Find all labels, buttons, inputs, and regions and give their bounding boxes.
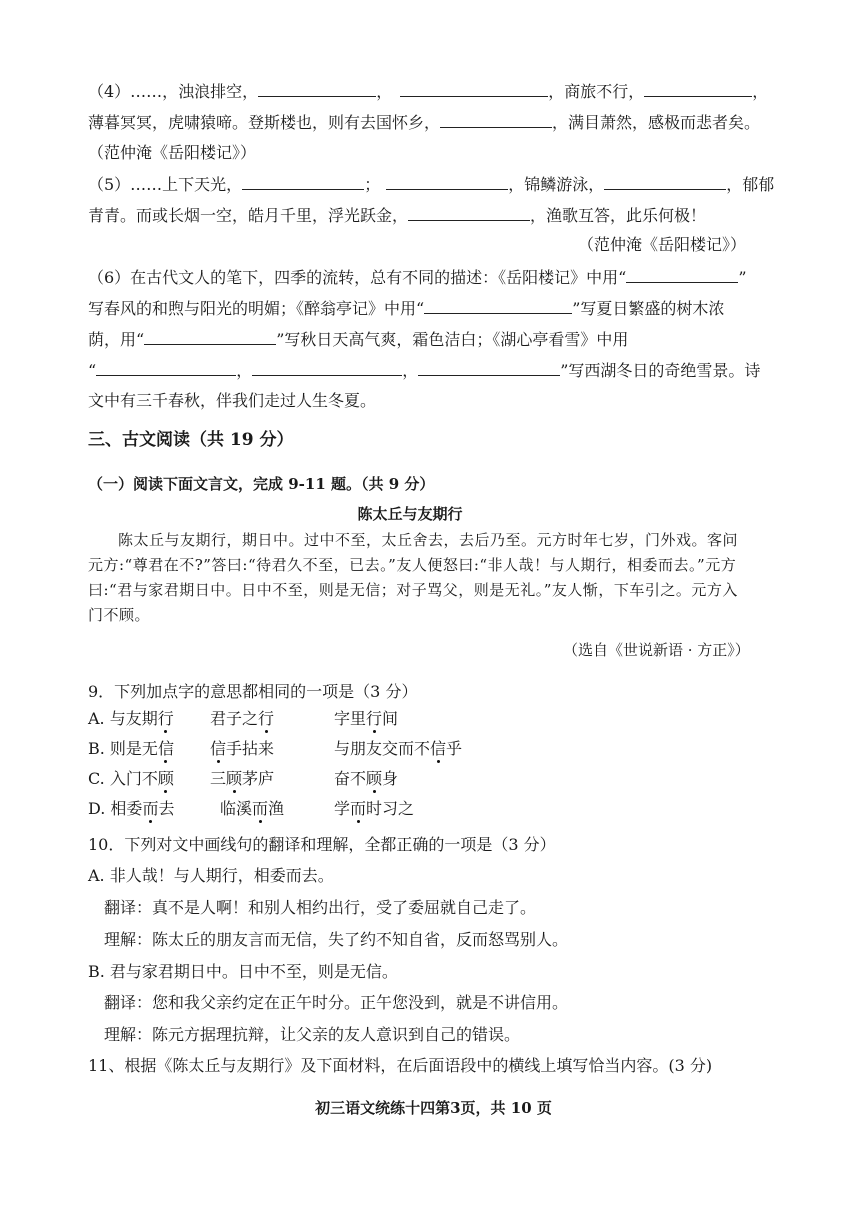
text: 荫，用“ [88, 330, 145, 349]
text: 时习之 [366, 799, 415, 818]
q9-stem: 9．下列加点字的意思都相同的一项是（3 分） [88, 682, 418, 701]
passage-line: 门不顾。 [88, 606, 151, 624]
q8-6-line5: 文中有三千春秋，伴我们走过人生冬夏。 [88, 391, 377, 410]
dotted-char: 而 [142, 799, 159, 818]
answer-blank[interactable] [408, 204, 530, 221]
text: ，满目萧然，感极而悲者矣。 [552, 113, 761, 132]
q8-5-line1 [88, 173, 774, 196]
q8-6-line2 [88, 297, 724, 320]
q8-4-source: （范仲淹《岳阳楼记》） [88, 143, 257, 162]
answer-blank[interactable] [258, 80, 376, 97]
answer-blank[interactable] [400, 80, 548, 97]
text: 临溪 [220, 799, 253, 818]
text: B. 则是无 [88, 739, 158, 758]
text: ； [364, 175, 381, 194]
text: 奋不 [334, 769, 367, 788]
dotted-char: 顾 [157, 769, 174, 788]
dotted-char: 行 [366, 709, 383, 728]
dotted-char: 而 [252, 799, 269, 818]
q9-option-c[interactable] [88, 768, 398, 790]
dotted-char: 信 [210, 739, 227, 758]
text: ，渔歌互答，此乐何极！ [530, 206, 707, 225]
dotted-char: 顾 [366, 769, 383, 788]
text: ， [376, 82, 393, 101]
text: ”写秋日天高气爽，霜色洁白；《湖心亭看雪》中用 [276, 330, 629, 349]
text: ”写夏日繁盛的树木浓 [572, 299, 725, 318]
dotted-char: 行 [157, 709, 174, 728]
q8-5-source: （范仲淹《岳阳楼记》） [578, 235, 747, 254]
text: （4）……，浊浪排空， [88, 82, 259, 101]
q8-6-line4 [88, 359, 760, 382]
text: C. 入门不 [88, 769, 158, 788]
text: 写春风的和煦与阳光的明媚；《醉翁亭记》中用“ [88, 299, 425, 318]
text: “ [88, 361, 97, 380]
q11-stem: 11、根据《陈太丘与友期行》及下面材料，在后面语段中的横线上填写恰当内容。(3 分) [88, 1056, 713, 1075]
text: ” [738, 268, 747, 287]
text: 三 [210, 769, 227, 788]
text: ， [236, 361, 253, 380]
dotted-char: 而 [350, 799, 367, 818]
q10-stem: 10．下列对文中画线句的翻译和理解，全都正确的一项是（3 分） [88, 835, 556, 854]
text: ，商旅不行， [548, 82, 645, 101]
answer-blank[interactable] [242, 173, 364, 190]
dotted-char: 顾 [226, 769, 243, 788]
answer-blank[interactable] [96, 359, 236, 376]
text: 与朋友交而不 [334, 739, 431, 758]
page-footer: 初三语文统练十四第3页，共 10 页 [315, 1099, 552, 1117]
text: 去 [158, 799, 175, 818]
q8-4-line1 [88, 80, 768, 103]
dotted-char: 信 [430, 739, 447, 758]
text: ， [752, 82, 769, 101]
q10-a-understanding: 理解：陈太丘的朋友言而无信，失了约不知自省，反而怒骂别人。 [104, 930, 569, 949]
answer-blank[interactable] [644, 80, 752, 97]
text: 乎 [446, 739, 463, 758]
answer-blank[interactable] [424, 297, 572, 314]
passage-line: 元方:“尊君在不?”答曰:“待君久不至，已去。”友人便怒曰:“非人哉！与人期行，相委而去。”元方 [88, 556, 737, 574]
text: （6）在古代文人的笔下，四季的流转，总有不同的描述：《岳阳楼记》中用“ [88, 268, 627, 287]
text: 渔 [268, 799, 285, 818]
q8-6-line1 [88, 266, 747, 289]
q9-option-a[interactable] [88, 708, 398, 730]
answer-blank[interactable] [626, 266, 738, 283]
q10-b-understanding: 理解：陈元方据理抗辩，让父亲的友人意识到自己的错误。 [104, 1025, 521, 1044]
text: D. 相委 [88, 799, 143, 818]
text: （5）……上下天光， [88, 175, 243, 194]
text: 薄暮冥冥，虎啸猿啼。登斯楼也，则有去国怀乡， [88, 113, 441, 132]
q10-option-b[interactable]: B. 君与家君期日中。日中不至，则是无信。 [88, 962, 398, 981]
passage-line: 陈太丘与友期行，期日中。过中不至，太丘舍去，去后乃至。元方时年七岁，门外戏。客问 [118, 531, 739, 549]
answer-blank[interactable] [252, 359, 402, 376]
text: ，锦鳞游泳， [508, 175, 605, 194]
text: A. 与友期 [88, 709, 158, 728]
q10-a-translation: 翻译：真不是人啊！和别人相约出行，受了委屈就自己走了。 [104, 898, 537, 917]
text: 身 [382, 769, 399, 788]
text: 间 [382, 709, 399, 728]
passage-source: （选自《世说新语 · 方正》） [563, 641, 750, 659]
text: 学 [334, 799, 351, 818]
section-title: 三、古文阅读（共 19 分） [88, 430, 294, 450]
dotted-char: 信 [157, 739, 174, 758]
text: ， [402, 361, 419, 380]
q8-6-line3 [88, 328, 628, 351]
dotted-char: 行 [258, 709, 275, 728]
q8-5-line2 [88, 204, 706, 227]
passage-title: 陈太丘与友期行 [357, 505, 463, 523]
answer-blank[interactable] [418, 359, 560, 376]
q10-option-a[interactable]: A. 非人哉！与人期行，相委而去。 [88, 866, 334, 885]
text: 茅庐 [242, 769, 275, 788]
answer-blank[interactable] [144, 328, 276, 345]
q8-4-line2 [88, 111, 760, 134]
answer-blank[interactable] [386, 173, 508, 190]
q9-option-d[interactable] [88, 798, 414, 820]
text: 手拈来 [226, 739, 275, 758]
text: 字里 [334, 709, 367, 728]
text: 青青。而或长烟一空，皓月千里，浮光跃金， [88, 206, 409, 225]
text: 君子之 [210, 709, 259, 728]
q9-option-b[interactable] [88, 738, 462, 760]
part-title: （一）阅读下面文言文，完成 9-11 题。（共 9 分） [88, 475, 435, 493]
passage-line: 曰:“君与家君期日中。日中不至，则是无信；对子骂父，则是无礼。”友人惭，下车引之。元方入 [88, 581, 738, 599]
q10-b-translation: 翻译：您和我父亲约定在正午时分。正午您没到，就是不讲信用。 [104, 993, 569, 1012]
text: ，郁郁 [726, 175, 775, 194]
text: ”写西湖冬日的奇绝雪景。诗 [560, 361, 761, 380]
answer-blank[interactable] [604, 173, 726, 190]
answer-blank[interactable] [440, 111, 552, 128]
